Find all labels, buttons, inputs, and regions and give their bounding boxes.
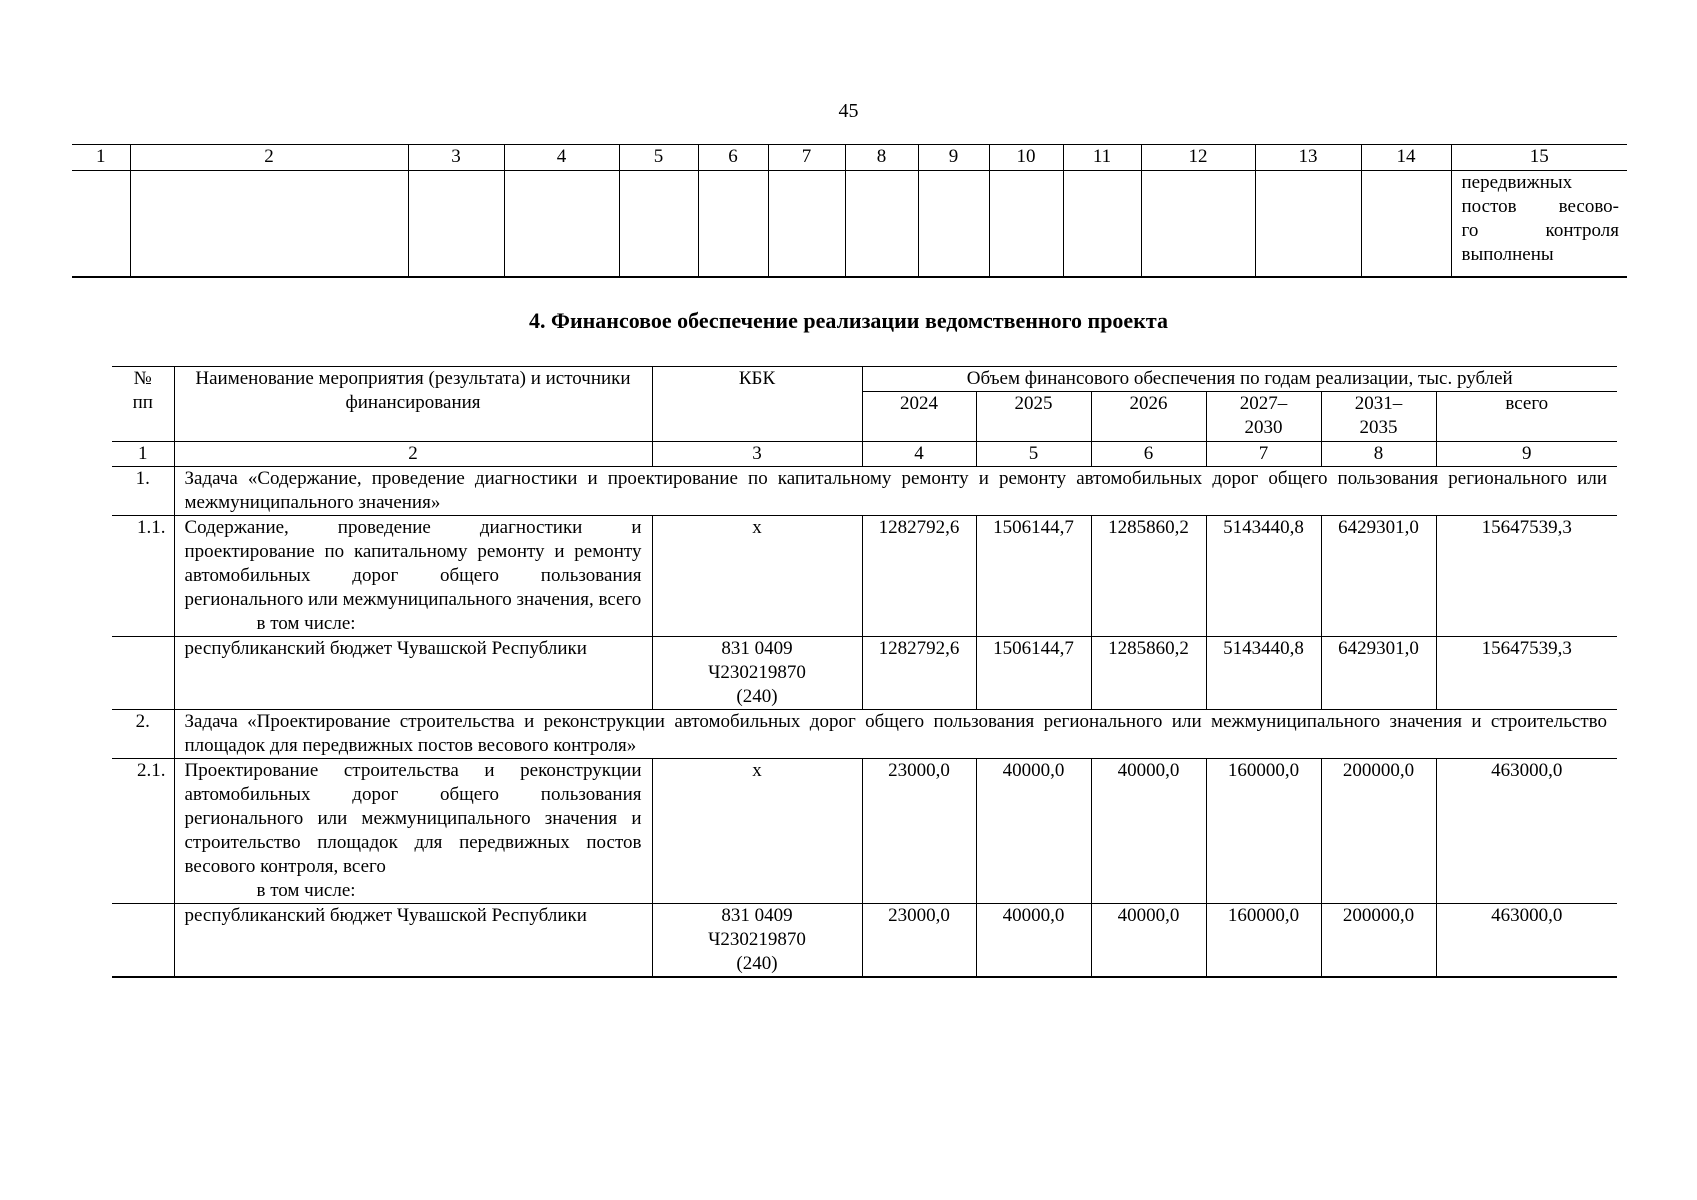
task-text: Задача «Содержание, проведение диагностики и проектирование по капитальному ремонту и ремонту автомобильных дорог общего пользования регионального или межмуниципального значения» bbox=[174, 467, 1617, 516]
value-2024: 23000,0 bbox=[862, 759, 976, 904]
header-year: 2031–2035 bbox=[1321, 392, 1436, 442]
header-total: всего bbox=[1436, 392, 1617, 442]
empty-cell bbox=[72, 171, 130, 277]
empty-cell bbox=[130, 171, 408, 277]
task-row bbox=[112, 710, 1617, 759]
row-number: 2.1. bbox=[112, 759, 174, 904]
col-number: 10 bbox=[989, 145, 1063, 171]
col-number: 1 bbox=[112, 442, 174, 467]
row-number bbox=[112, 637, 174, 710]
header-year: 2024 bbox=[862, 392, 976, 442]
empty-cell bbox=[845, 171, 918, 277]
value-2025: 1506144,7 bbox=[976, 637, 1091, 710]
value-2027-2030: 160000,0 bbox=[1206, 904, 1321, 978]
row-name-text: Проектирование строительства и реконструкции автомобильных дорог общего пользования регионального или межмуниципального значения и строительство площадок для передвижных постов весового контроля, всего bbox=[184, 760, 642, 877]
row-name bbox=[174, 516, 652, 637]
col-number: 12 bbox=[1141, 145, 1255, 171]
value-2024: 1282792,6 bbox=[862, 516, 976, 637]
col-number: 7 bbox=[1206, 442, 1321, 467]
row-kbk bbox=[652, 904, 862, 978]
value-total: 463000,0 bbox=[1436, 904, 1617, 978]
task-number: 2. bbox=[112, 710, 174, 759]
header-year: 2026 bbox=[1091, 392, 1206, 442]
empty-cell bbox=[1361, 171, 1451, 277]
including-label: в том числе: bbox=[256, 880, 356, 901]
col-number: 14 bbox=[1361, 145, 1451, 171]
including-label: в том числе: bbox=[256, 613, 356, 634]
row-kbk: х bbox=[652, 759, 862, 904]
table-row bbox=[112, 516, 1617, 637]
col-number: 6 bbox=[698, 145, 768, 171]
col-number: 3 bbox=[408, 145, 504, 171]
col-number: 7 bbox=[768, 145, 845, 171]
col-number: 1 bbox=[72, 145, 130, 171]
col-number: 4 bbox=[504, 145, 619, 171]
empty-cell bbox=[1141, 171, 1255, 277]
header-kbk: КБК bbox=[652, 367, 862, 442]
value-2027-2030: 5143440,8 bbox=[1206, 516, 1321, 637]
header-num-text: № пп bbox=[132, 368, 153, 413]
value-2025: 40000,0 bbox=[976, 904, 1091, 978]
header-name bbox=[174, 367, 652, 442]
empty-cell bbox=[918, 171, 989, 277]
col-number: 11 bbox=[1063, 145, 1141, 171]
header-volume: Объем финансового обеспечения по годам реализации, тыс. рублей bbox=[862, 367, 1617, 392]
header-num bbox=[112, 367, 174, 442]
header-year: 2027–2030 bbox=[1206, 392, 1321, 442]
task-row bbox=[112, 467, 1617, 516]
value-2026: 40000,0 bbox=[1091, 904, 1206, 978]
value-2027-2030: 5143440,8 bbox=[1206, 637, 1321, 710]
column-number-row bbox=[112, 442, 1617, 467]
row-name-text: Содержание, проведение диагностики и проектирование по капитальному ремонту и ремонту автомобильных дорог общего пользования регионального или межмуниципального значения, всего bbox=[184, 517, 642, 610]
col-number: 9 bbox=[918, 145, 989, 171]
row-name: республиканский бюджет Чувашской Республики bbox=[174, 904, 652, 978]
value-2027-2030: 160000,0 bbox=[1206, 759, 1321, 904]
col-number: 2 bbox=[174, 442, 652, 467]
result-line: постов весово- bbox=[1461, 196, 1619, 217]
result-line: передвижных bbox=[1461, 172, 1573, 193]
table-header-row bbox=[112, 367, 1617, 392]
kbk-line: 831 0409 bbox=[721, 905, 793, 926]
task-text: Задача «Проектирование строительства и реконструкции автомобильных дорог общего пользования регионального или межмуниципального значения и строительство площадок для передвижных постов весового контроля» bbox=[174, 710, 1617, 759]
empty-cell bbox=[408, 171, 504, 277]
header-name-text: Наименование мероприятия (результата) и источники финансирования bbox=[195, 368, 631, 413]
value-2024: 1282792,6 bbox=[862, 637, 976, 710]
value-2024: 23000,0 bbox=[862, 904, 976, 978]
value-total: 15647539,3 bbox=[1436, 516, 1617, 637]
col-number: 13 bbox=[1255, 145, 1361, 171]
empty-cell bbox=[619, 171, 698, 277]
kbk-line: (240) bbox=[736, 953, 778, 974]
continuation-body-row bbox=[72, 171, 1627, 277]
value-total: 15647539,3 bbox=[1436, 637, 1617, 710]
row-number: 1.1. bbox=[112, 516, 174, 637]
header-year: 2025 bbox=[976, 392, 1091, 442]
value-2025: 1506144,7 bbox=[976, 516, 1091, 637]
col-number: 3 bbox=[652, 442, 862, 467]
kbk-line: (240) bbox=[736, 686, 778, 707]
continuation-table bbox=[72, 144, 1627, 278]
empty-cell bbox=[768, 171, 845, 277]
col-number: 6 bbox=[1091, 442, 1206, 467]
value-2026: 1285860,2 bbox=[1091, 637, 1206, 710]
table-row bbox=[112, 759, 1617, 904]
row-name: республиканский бюджет Чувашской Республики bbox=[174, 637, 652, 710]
table-row bbox=[112, 904, 1617, 978]
col-number: 5 bbox=[619, 145, 698, 171]
value-2025: 40000,0 bbox=[976, 759, 1091, 904]
col-number: 4 bbox=[862, 442, 976, 467]
continuation-header-row bbox=[72, 145, 1627, 171]
row-number bbox=[112, 904, 174, 978]
value-2031-2035: 200000,0 bbox=[1321, 759, 1436, 904]
value-2031-2035: 6429301,0 bbox=[1321, 516, 1436, 637]
empty-cell bbox=[1063, 171, 1141, 277]
col-number: 8 bbox=[845, 145, 918, 171]
kbk-line: 831 0409 bbox=[721, 638, 793, 659]
row-kbk: х bbox=[652, 516, 862, 637]
result-line: го контроля bbox=[1461, 220, 1619, 241]
value-2026: 1285860,2 bbox=[1091, 516, 1206, 637]
value-2031-2035: 200000,0 bbox=[1321, 904, 1436, 978]
result-text-cell bbox=[1451, 171, 1627, 277]
col-number: 8 bbox=[1321, 442, 1436, 467]
empty-cell bbox=[698, 171, 768, 277]
kbk-line: Ч230219870 bbox=[708, 929, 806, 950]
empty-cell bbox=[989, 171, 1063, 277]
col-number: 5 bbox=[976, 442, 1091, 467]
result-line: выполнены bbox=[1461, 244, 1554, 265]
page-number: 45 bbox=[838, 100, 859, 122]
value-total: 463000,0 bbox=[1436, 759, 1617, 904]
row-kbk bbox=[652, 637, 862, 710]
task-number: 1. bbox=[112, 467, 174, 516]
empty-cell bbox=[1255, 171, 1361, 277]
value-2031-2035: 6429301,0 bbox=[1321, 637, 1436, 710]
col-number: 9 bbox=[1436, 442, 1617, 467]
section-title: 4. Финансовое обеспечение реализации ведомственного проекта bbox=[529, 308, 1168, 333]
table-row bbox=[112, 637, 1617, 710]
row-name bbox=[174, 759, 652, 904]
empty-cell bbox=[504, 171, 619, 277]
col-number: 2 bbox=[130, 145, 408, 171]
kbk-line: Ч230219870 bbox=[708, 662, 806, 683]
financing-table bbox=[112, 366, 1617, 978]
col-number: 15 bbox=[1451, 145, 1627, 171]
value-2026: 40000,0 bbox=[1091, 759, 1206, 904]
